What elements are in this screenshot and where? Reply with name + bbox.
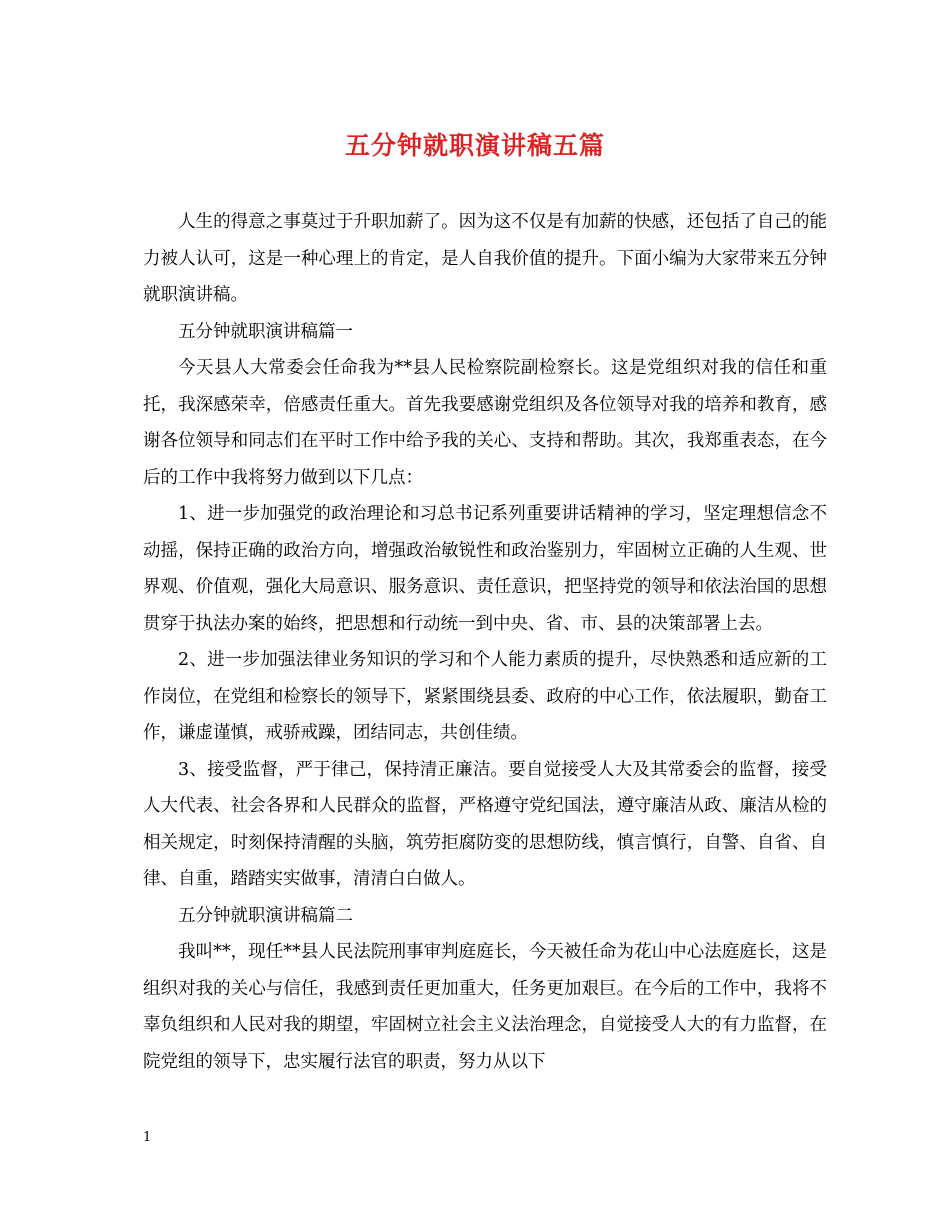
page-number: 1: [143, 1130, 152, 1145]
body-paragraph: 2、进一步加强法律业务知识的学习和个人能力素质的提升，尽快熟悉和适应新的工作岗位，在党组和检察长的领导下，紧紧围绕县委、政府的中心工作，依法履职，勤奋工作，谦虚谨慎，戒骄戒躁，团结同志，共创佳绩。: [143, 650, 827, 743]
body-paragraph: 1、进一步加强党的政治理论和习总书记系列重要讲话精神的学习，坚定理想信念不动摇，保持正确的政治方向，增强政治敏锐性和政治鉴别力，牢固树立正确的人生观、世界观、价值观，强化大局意识、服务意识、责任意识，把坚持党的领导和依法治国的思想贯穿于执法办案的始终，把思想和行动统一到中央、省、市、县的决策部署上去。: [143, 504, 827, 634]
body-paragraph: 今天县人大常委会任命我为**县人民检察院副检察长。这是党组织对我的信任和重托，我深感荣幸，倍感责任重大。首先我要感谢党组织及各位领导对我的培养和教育，感谢各位领导和同志们在平时工作中给予我的关心、支持和帮助。其次，我郑重表态，在今后的工作中我将努力做到以下几点：: [143, 358, 827, 488]
body-paragraph: 我叫**，现任**县人民法院刑事审判庭庭长，今天被任命为花山中心法庭庭长，这是组织对我的关心与信任，我感到责任更加重大，任务更加艰巨。在今后的工作中，我将不辜负组织和人民对我的期望，牢固树立社会主义法治理念，自觉接受人大的有力监督，在院党组的领导下，忠实履行法官的职责，努力从以下: [143, 942, 827, 1072]
document-title: 五分钟就职演讲稿五篇: [344, 131, 605, 160]
body-paragraph: 3、接受监督，严于律己，保持清正廉洁。要自觉接受人大及其常委会的监督，接受人大代表、社会各界和人民群众的监督，严格遵守党纪国法，遵守廉洁从政、廉洁从检的相关规定，时刻保持清醒的头脑，筑劳拒腐防变的思想防线，慎言慎行，自警、自省、自律、自重，踏踏实实做事，清清白白做人。: [143, 759, 827, 889]
section-heading-1: 五分钟就职演讲稿篇一: [178, 321, 353, 342]
intro-paragraph: 人生的得意之事莫过于升职加薪了。因为这不仅是有加薪的快感，还包括了自己的能力被人认可，这是一种心理上的肯定，是人自我价值的提升。下面小编为大家带来五分钟就职演讲稿。: [143, 212, 827, 305]
section-heading-2: 五分钟就职演讲稿篇二: [178, 905, 353, 926]
document-body: [143, 204, 827, 1080]
